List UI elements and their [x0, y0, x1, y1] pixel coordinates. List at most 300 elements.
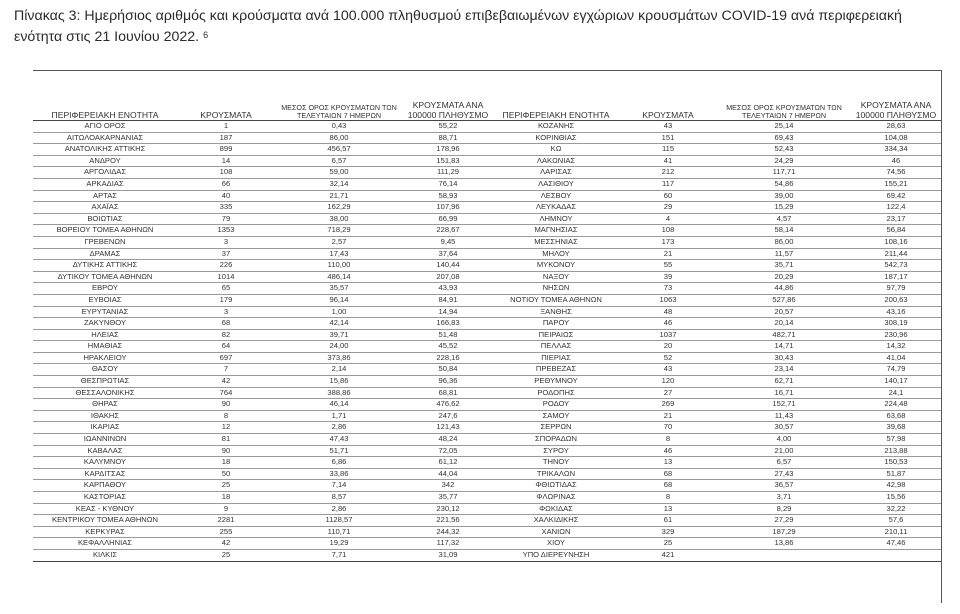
table-row — [33, 376, 941, 388]
cell-cases-left: 90 — [177, 445, 275, 457]
cell-per100k-right: 155,21 — [851, 178, 941, 190]
cell-region-right: ΥΠΟ ΔΙΕΡΕΥΝΗΣΗ — [493, 549, 619, 561]
cell-region-left: ΖΑΚΥΝΘΟΥ — [33, 318, 177, 330]
cell-region-right: ΡΟΔΟΠΗΣ — [493, 387, 619, 399]
cell-cases-right: 68 — [619, 468, 717, 480]
cell-region-right: ΧΑΛΚΙΔΙΚΗΣ — [493, 515, 619, 527]
cell-region-right: ΤΡΙΚΑΛΩΝ — [493, 468, 619, 480]
cell-cases-left: 18 — [177, 492, 275, 504]
cell-avg7-right: 39,00 — [717, 190, 851, 202]
table-row — [33, 341, 941, 353]
cell-avg7-left: 17,43 — [275, 248, 403, 260]
cell-avg7-right: 20,29 — [717, 271, 851, 283]
cell-region-left: ΕΥΒΟΙΑΣ — [33, 294, 177, 306]
cell-cases-left: 79 — [177, 213, 275, 225]
table-row — [33, 480, 941, 492]
cell-avg7-right: 23,14 — [717, 364, 851, 376]
cell-cases-right: 1063 — [619, 294, 717, 306]
cell-avg7-right: 69,43 — [717, 132, 851, 144]
cell-per100k-right: 46 — [851, 155, 941, 167]
cell-region-right: ΣΑΜΟΥ — [493, 410, 619, 422]
frame-top-rule — [33, 70, 942, 71]
table-row — [33, 248, 941, 260]
cell-region-right: ΜΕΣΣΗΝΙΑΣ — [493, 236, 619, 248]
cell-avg7-left: 51,71 — [275, 445, 403, 457]
cell-avg7-right: 58,14 — [717, 225, 851, 237]
cell-region-right: ΣΠΟΡΑΔΩΝ — [493, 434, 619, 446]
table-row — [33, 294, 941, 306]
cell-per100k-left: 50,84 — [403, 364, 493, 376]
table-body — [33, 121, 941, 562]
cell-cases-right: 70 — [619, 422, 717, 434]
cell-avg7-left: 2,14 — [275, 364, 403, 376]
cell-per100k-left: 45,52 — [403, 341, 493, 353]
cell-region-right: ΝΟΤΙΟΥ ΤΟΜΕΑ ΑΘΗΝΩΝ — [493, 294, 619, 306]
cell-cases-right: 48 — [619, 306, 717, 318]
cell-per100k-right: 28,63 — [851, 121, 941, 133]
table-row — [33, 410, 941, 422]
cell-region-left: ΑΝΔΡΟΥ — [33, 155, 177, 167]
cell-avg7-right: 20,57 — [717, 306, 851, 318]
cell-region-left: ΑΡΤΑΣ — [33, 190, 177, 202]
cell-region-left: ΔΥΤΙΚΗΣ ΑΤΤΙΚΗΣ — [33, 260, 177, 272]
cell-avg7-left: 0,43 — [275, 121, 403, 133]
cell-cases-right: 4 — [619, 213, 717, 225]
cell-cases-right: 39 — [619, 271, 717, 283]
cell-avg7-left: 35,57 — [275, 283, 403, 295]
table-row — [33, 283, 941, 295]
cell-cases-right: 13 — [619, 503, 717, 515]
cell-per100k-right: 150,53 — [851, 457, 941, 469]
cell-region-left: ΔΥΤΙΚΟΥ ΤΟΜΕΑ ΑΘΗΝΩΝ — [33, 271, 177, 283]
cell-per100k-right: 74,79 — [851, 364, 941, 376]
cell-cases-right: 46 — [619, 445, 717, 457]
table-row — [33, 144, 941, 156]
caption-text: Πίνακας 3: Ημερήσιος αριθμός και κρούσματα ανά 100.000 πληθυσμού επιβεβαιωμένων εγχώριων κρουσμάτων COVID-19 ανά περιφερειακή ενότητα στις 21 Ιουνίου 2022. — [14, 8, 902, 45]
cell-avg7-right: 30,57 — [717, 422, 851, 434]
cell-avg7-left: 19,29 — [275, 538, 403, 550]
cell-per100k-left: 35,77 — [403, 492, 493, 504]
cell-per100k-right: 140,17 — [851, 376, 941, 388]
cell-per100k-left: 96,36 — [403, 376, 493, 388]
cell-avg7-right: 24,29 — [717, 155, 851, 167]
cell-per100k-left: 230,12 — [403, 503, 493, 515]
cell-avg7-right: 117,71 — [717, 167, 851, 179]
table-row — [33, 422, 941, 434]
cell-per100k-left: 43,93 — [403, 283, 493, 295]
cell-avg7-left: 32,14 — [275, 178, 403, 190]
col-header-region-right: ΠΕΡΙΦΕΡΕΙΑΚΗ ΕΝΟΤΗΤΑ — [493, 96, 619, 121]
cell-cases-right: 60 — [619, 190, 717, 202]
cell-avg7-right: 20,14 — [717, 318, 851, 330]
cell-per100k-left: 342 — [403, 480, 493, 492]
header-row — [33, 96, 941, 121]
cell-per100k-right: 210,11 — [851, 526, 941, 538]
cell-per100k-right: 32,22 — [851, 503, 941, 515]
col-header-avg7-right: ΜΕΣΟΣ ΟΡΟΣ ΚΡΟΥΣΜΑΤΩΝ ΤΩΝ ΤΕΛΕΥΤΑΙΩΝ 7 ΗΜΕΡΩΝ — [717, 96, 851, 121]
footnote-marker: 6 — [203, 30, 209, 40]
cell-region-right: ΠΕΙΡΑΙΩΣ — [493, 329, 619, 341]
cell-per100k-right: 74,56 — [851, 167, 941, 179]
cell-region-right: ΧΑΝΙΩΝ — [493, 526, 619, 538]
cell-per100k-left: 166,83 — [403, 318, 493, 330]
cell-avg7-right: 25,14 — [717, 121, 851, 133]
cell-avg7-left: 33,86 — [275, 468, 403, 480]
cell-avg7-left: 1128,57 — [275, 515, 403, 527]
cell-region-left: ΑΓΙΟ ΟΡΟΣ — [33, 121, 177, 133]
cell-avg7-left: 388,86 — [275, 387, 403, 399]
cell-region-right: ΠΕΛΛΑΣ — [493, 341, 619, 353]
cell-region-right: ΠΑΡΟΥ — [493, 318, 619, 330]
cell-avg7-right: 11,57 — [717, 248, 851, 260]
cell-avg7-right: 86,00 — [717, 236, 851, 248]
cell-cases-left: 899 — [177, 144, 275, 156]
cell-per100k-right: 224,48 — [851, 399, 941, 411]
cell-avg7-left: 7,71 — [275, 549, 403, 561]
cell-region-left: ΘΑΣΟΥ — [33, 364, 177, 376]
cell-region-left: ΑΙΤΩΛΟΑΚΑΡΝΑΝΙΑΣ — [33, 132, 177, 144]
cell-per100k-right: 308,19 — [851, 318, 941, 330]
cell-avg7-left: 86,00 — [275, 132, 403, 144]
cell-per100k-left: 66,99 — [403, 213, 493, 225]
cell-per100k-right: 51,87 — [851, 468, 941, 480]
cell-per100k-right: 42,98 — [851, 480, 941, 492]
cell-region-right: ΠΡΕΒΕΖΑΣ — [493, 364, 619, 376]
cell-region-left: ΔΡΑΜΑΣ — [33, 248, 177, 260]
cell-per100k-right: 187,17 — [851, 271, 941, 283]
cell-per100k-right: 14,32 — [851, 341, 941, 353]
cell-avg7-right: 21,00 — [717, 445, 851, 457]
cell-cases-left: 82 — [177, 329, 275, 341]
cell-cases-left: 68 — [177, 318, 275, 330]
table-row — [33, 271, 941, 283]
cell-region-right: ΛΑΚΩΝΙΑΣ — [493, 155, 619, 167]
cell-avg7-right: 13,86 — [717, 538, 851, 550]
table-caption — [14, 6, 949, 48]
table-row — [33, 352, 941, 364]
cell-per100k-left: 37,64 — [403, 248, 493, 260]
cell-region-left: ΚΑΒΑΛΑΣ — [33, 445, 177, 457]
table-row — [33, 492, 941, 504]
cell-avg7-right: 4,57 — [717, 213, 851, 225]
table-row — [33, 155, 941, 167]
cell-region-left: ΘΕΣΣΑΛΟΝΙΚΗΣ — [33, 387, 177, 399]
cell-region-right: ΝΗΣΩΝ — [493, 283, 619, 295]
cell-per100k-right: 334,34 — [851, 144, 941, 156]
cell-cases-right: 120 — [619, 376, 717, 388]
cell-per100k-right — [851, 549, 941, 561]
cell-cases-left: 90 — [177, 399, 275, 411]
cell-avg7-left: 24,00 — [275, 341, 403, 353]
cell-avg7-left: 373,86 — [275, 352, 403, 364]
table-row — [33, 190, 941, 202]
cell-per100k-left: 48,24 — [403, 434, 493, 446]
cell-per100k-right: 230,96 — [851, 329, 941, 341]
cell-avg7-left: 7,14 — [275, 480, 403, 492]
cell-avg7-right: 35,71 — [717, 260, 851, 272]
cell-avg7-right: 8,29 — [717, 503, 851, 515]
cell-per100k-right: 108,16 — [851, 236, 941, 248]
col-header-per100k-left: ΚΡΟΥΣΜΑΤΑ ΑΝΑ 100000 ΠΛΗΘΥΣΜΟ — [403, 96, 493, 121]
cell-region-right: ΤΗΝΟΥ — [493, 457, 619, 469]
cell-cases-left: 50 — [177, 468, 275, 480]
cell-region-right: ΡΟΔΟΥ — [493, 399, 619, 411]
cell-avg7-left: 8,57 — [275, 492, 403, 504]
cell-cases-right: 1037 — [619, 329, 717, 341]
cell-per100k-left: 76,14 — [403, 178, 493, 190]
cell-region-left: ΚΕΝΤΡΙΚΟΥ ΤΟΜΕΑ ΑΘΗΝΩΝ — [33, 515, 177, 527]
table-row — [33, 329, 941, 341]
cell-per100k-left: 121,43 — [403, 422, 493, 434]
cell-cases-left: 335 — [177, 202, 275, 214]
cell-per100k-left: 151,83 — [403, 155, 493, 167]
table-row — [33, 503, 941, 515]
cell-avg7-left: 110,71 — [275, 526, 403, 538]
cell-cases-left: 3 — [177, 306, 275, 318]
cell-per100k-left: 84,91 — [403, 294, 493, 306]
cell-per100k-right: 24,1 — [851, 387, 941, 399]
cell-region-left: ΙΚΑΡΙΑΣ — [33, 422, 177, 434]
cell-cases-left: 25 — [177, 549, 275, 561]
cell-per100k-left: 178,96 — [403, 144, 493, 156]
cell-avg7-right: 15,29 — [717, 202, 851, 214]
cell-cases-right: 41 — [619, 155, 717, 167]
cell-avg7-right: 152,71 — [717, 399, 851, 411]
cell-cases-right: 21 — [619, 410, 717, 422]
cell-region-left: ΙΘΑΚΗΣ — [33, 410, 177, 422]
cell-avg7-left: 110,00 — [275, 260, 403, 272]
cell-region-right: ΦΩΚΙΔΑΣ — [493, 503, 619, 515]
cell-region-left: ΕΥΡΥΤΑΝΙΑΣ — [33, 306, 177, 318]
cell-avg7-left: 15,86 — [275, 376, 403, 388]
cell-avg7-left: 2,86 — [275, 503, 403, 515]
cell-region-right: ΡΕΘΥΜΝΟΥ — [493, 376, 619, 388]
table-row — [33, 549, 941, 561]
cell-avg7-right: 14,71 — [717, 341, 851, 353]
table-row — [33, 434, 941, 446]
cell-cases-left: 764 — [177, 387, 275, 399]
cell-region-left: ΒΟΙΩΤΙΑΣ — [33, 213, 177, 225]
cell-region-right: ΛΑΡΙΣΑΣ — [493, 167, 619, 179]
cell-cases-right: 21 — [619, 248, 717, 260]
cell-cases-right: 108 — [619, 225, 717, 237]
cell-per100k-left: 88,71 — [403, 132, 493, 144]
cell-region-left: ΚΕΡΚΥΡΑΣ — [33, 526, 177, 538]
cell-cases-left: 25 — [177, 480, 275, 492]
cell-cases-left: 697 — [177, 352, 275, 364]
cell-cases-right: 27 — [619, 387, 717, 399]
cell-region-left: ΕΒΡΟΥ — [33, 283, 177, 295]
cell-per100k-left: 58,93 — [403, 190, 493, 202]
cell-cases-right: 46 — [619, 318, 717, 330]
cell-cases-right: 68 — [619, 480, 717, 492]
cell-cases-right: 8 — [619, 492, 717, 504]
cell-per100k-left: 221,56 — [403, 515, 493, 527]
cell-avg7-left: 46,14 — [275, 399, 403, 411]
table-row — [33, 318, 941, 330]
cell-avg7-right: 54,86 — [717, 178, 851, 190]
cell-cases-left: 179 — [177, 294, 275, 306]
table-row — [33, 306, 941, 318]
cell-avg7-right: 482,71 — [717, 329, 851, 341]
cell-per100k-left: 51,48 — [403, 329, 493, 341]
cell-avg7-right: 187,29 — [717, 526, 851, 538]
cell-per100k-left: 476,62 — [403, 399, 493, 411]
cell-cases-right: 20 — [619, 341, 717, 353]
cell-cases-right: 115 — [619, 144, 717, 156]
cell-avg7-left: 456,57 — [275, 144, 403, 156]
cell-avg7-right: 6,57 — [717, 457, 851, 469]
cell-cases-right: 43 — [619, 121, 717, 133]
cell-cases-right: 151 — [619, 132, 717, 144]
cell-region-left: ΑΝΑΤΟΛΙΚΗΣ ΑΤΤΙΚΗΣ — [33, 144, 177, 156]
cell-cases-left: 65 — [177, 283, 275, 295]
cell-cases-right: 173 — [619, 236, 717, 248]
col-header-per100k-right: ΚΡΟΥΣΜΑΤΑ ΑΝΑ 100000 ΠΛΗΘΥΣΜΟ — [851, 96, 941, 121]
cell-per100k-right: 43,16 — [851, 306, 941, 318]
cell-cases-right: 55 — [619, 260, 717, 272]
cell-avg7-left: 486,14 — [275, 271, 403, 283]
cell-region-left: ΘΕΣΠΡΩΤΙΑΣ — [33, 376, 177, 388]
cell-cases-left: 8 — [177, 410, 275, 422]
cell-per100k-left: 107,96 — [403, 202, 493, 214]
cell-cases-left: 66 — [177, 178, 275, 190]
cell-region-right: ΧΙΟΥ — [493, 538, 619, 550]
cell-per100k-right: 211,44 — [851, 248, 941, 260]
cell-avg7-right: 527,86 — [717, 294, 851, 306]
cell-avg7-left: 59,00 — [275, 167, 403, 179]
cell-region-left: ΗΜΑΘΙΑΣ — [33, 341, 177, 353]
cell-region-left: ΑΧΑΪΑΣ — [33, 202, 177, 214]
cell-cases-left: 255 — [177, 526, 275, 538]
cell-cases-left: 3 — [177, 236, 275, 248]
cell-cases-left: 1353 — [177, 225, 275, 237]
cell-avg7-right: 3,71 — [717, 492, 851, 504]
cell-per100k-left: 111,29 — [403, 167, 493, 179]
cell-avg7-right: 27,29 — [717, 515, 851, 527]
cell-cases-right: 8 — [619, 434, 717, 446]
cell-avg7-left: 1,71 — [275, 410, 403, 422]
cell-cases-left: 81 — [177, 434, 275, 446]
table-row — [33, 399, 941, 411]
cell-avg7-left: 47,43 — [275, 434, 403, 446]
table-row — [33, 526, 941, 538]
cell-cases-left: 7 — [177, 364, 275, 376]
cell-per100k-right: 39,68 — [851, 422, 941, 434]
cell-cases-right: 73 — [619, 283, 717, 295]
cell-cases-right: 329 — [619, 526, 717, 538]
col-header-avg7-left: ΜΕΣΟΣ ΟΡΟΣ ΚΡΟΥΣΜΑΤΩΝ ΤΩΝ ΤΕΛΕΥΤΑΙΩΝ 7 ΗΜΕΡΩΝ — [275, 96, 403, 121]
table-row — [33, 457, 941, 469]
cell-per100k-left: 117,32 — [403, 538, 493, 550]
table-row — [33, 202, 941, 214]
cell-avg7-right: 44,86 — [717, 283, 851, 295]
cell-per100k-right: 200,63 — [851, 294, 941, 306]
cell-cases-left: 187 — [177, 132, 275, 144]
cell-avg7-left: 38,00 — [275, 213, 403, 225]
cell-per100k-right: 41,04 — [851, 352, 941, 364]
cell-cases-right: 269 — [619, 399, 717, 411]
cell-avg7-left: 96,14 — [275, 294, 403, 306]
cell-avg7-right: 52,43 — [717, 144, 851, 156]
cell-region-right: ΚΟΡΙΝΘΙΑΣ — [493, 132, 619, 144]
cell-avg7-right — [717, 549, 851, 561]
cell-avg7-right: 27,43 — [717, 468, 851, 480]
table-row — [33, 515, 941, 527]
cell-region-left: ΗΛΕΙΑΣ — [33, 329, 177, 341]
cell-region-right: ΣΕΡΡΩΝ — [493, 422, 619, 434]
cell-avg7-left: 39,71 — [275, 329, 403, 341]
cell-per100k-left: 55,22 — [403, 121, 493, 133]
table-row — [33, 260, 941, 272]
cell-cases-right: 52 — [619, 352, 717, 364]
cell-region-right: ΛΕΥΚΑΔΑΣ — [493, 202, 619, 214]
cell-region-right: ΛΕΣΒΟΥ — [493, 190, 619, 202]
cell-per100k-left: 68,81 — [403, 387, 493, 399]
cell-per100k-left: 244,32 — [403, 526, 493, 538]
cell-per100k-right: 213,88 — [851, 445, 941, 457]
cell-per100k-left: 72,05 — [403, 445, 493, 457]
cell-region-right: ΦΘΙΩΤΙΔΑΣ — [493, 480, 619, 492]
cell-region-left: ΙΩΑΝΝΙΝΩΝ — [33, 434, 177, 446]
cell-avg7-right: 11,43 — [717, 410, 851, 422]
cell-per100k-right: 104,08 — [851, 132, 941, 144]
cell-per100k-left: 61,12 — [403, 457, 493, 469]
cell-cases-left: 42 — [177, 376, 275, 388]
cell-cases-left: 18 — [177, 457, 275, 469]
cell-cases-left: 64 — [177, 341, 275, 353]
cell-region-left: ΗΡΑΚΛΕΙΟΥ — [33, 352, 177, 364]
cell-cases-left: 40 — [177, 190, 275, 202]
cell-avg7-right: 62,71 — [717, 376, 851, 388]
cell-avg7-right: 30,43 — [717, 352, 851, 364]
cell-per100k-right: 15,56 — [851, 492, 941, 504]
cell-per100k-right: 63,68 — [851, 410, 941, 422]
frame-right-rule — [941, 70, 942, 603]
cell-cases-left: 1 — [177, 121, 275, 133]
cell-per100k-left: 207,08 — [403, 271, 493, 283]
table-row — [33, 213, 941, 225]
cell-avg7-left: 6,57 — [275, 155, 403, 167]
cell-region-left: ΒΟΡΕΙΟΥ ΤΟΜΕΑ ΑΘΗΝΩΝ — [33, 225, 177, 237]
table-row — [33, 364, 941, 376]
cell-per100k-right: 122,4 — [851, 202, 941, 214]
cell-avg7-left: 718,29 — [275, 225, 403, 237]
table-row — [33, 468, 941, 480]
cell-per100k-left: 14,94 — [403, 306, 493, 318]
cell-region-right: ΝΑΞΟΥ — [493, 271, 619, 283]
table-row — [33, 236, 941, 248]
cell-region-left: ΑΡΚΑΔΙΑΣ — [33, 178, 177, 190]
cell-cases-left: 42 — [177, 538, 275, 550]
cell-cases-right: 43 — [619, 364, 717, 376]
col-header-cases-left: ΚΡΟΥΣΜΑΤΑ — [177, 96, 275, 121]
cell-region-right: ΜΥΚΟΝΟΥ — [493, 260, 619, 272]
col-header-cases-right: ΚΡΟΥΣΜΑΤΑ — [619, 96, 717, 121]
table-row — [33, 178, 941, 190]
cell-region-left: ΓΡΕΒΕΝΩΝ — [33, 236, 177, 248]
table-row — [33, 387, 941, 399]
cell-region-left: ΘΗΡΑΣ — [33, 399, 177, 411]
cell-region-right: ΦΛΩΡΙΝΑΣ — [493, 492, 619, 504]
cell-avg7-left: 2,86 — [275, 422, 403, 434]
cell-region-left: ΚΑΛΥΜΝΟΥ — [33, 457, 177, 469]
cell-per100k-left: 247,6 — [403, 410, 493, 422]
cell-per100k-right: 57,98 — [851, 434, 941, 446]
cell-per100k-right: 47,46 — [851, 538, 941, 550]
cell-per100k-left: 228,16 — [403, 352, 493, 364]
cell-region-right: ΚΩ — [493, 144, 619, 156]
